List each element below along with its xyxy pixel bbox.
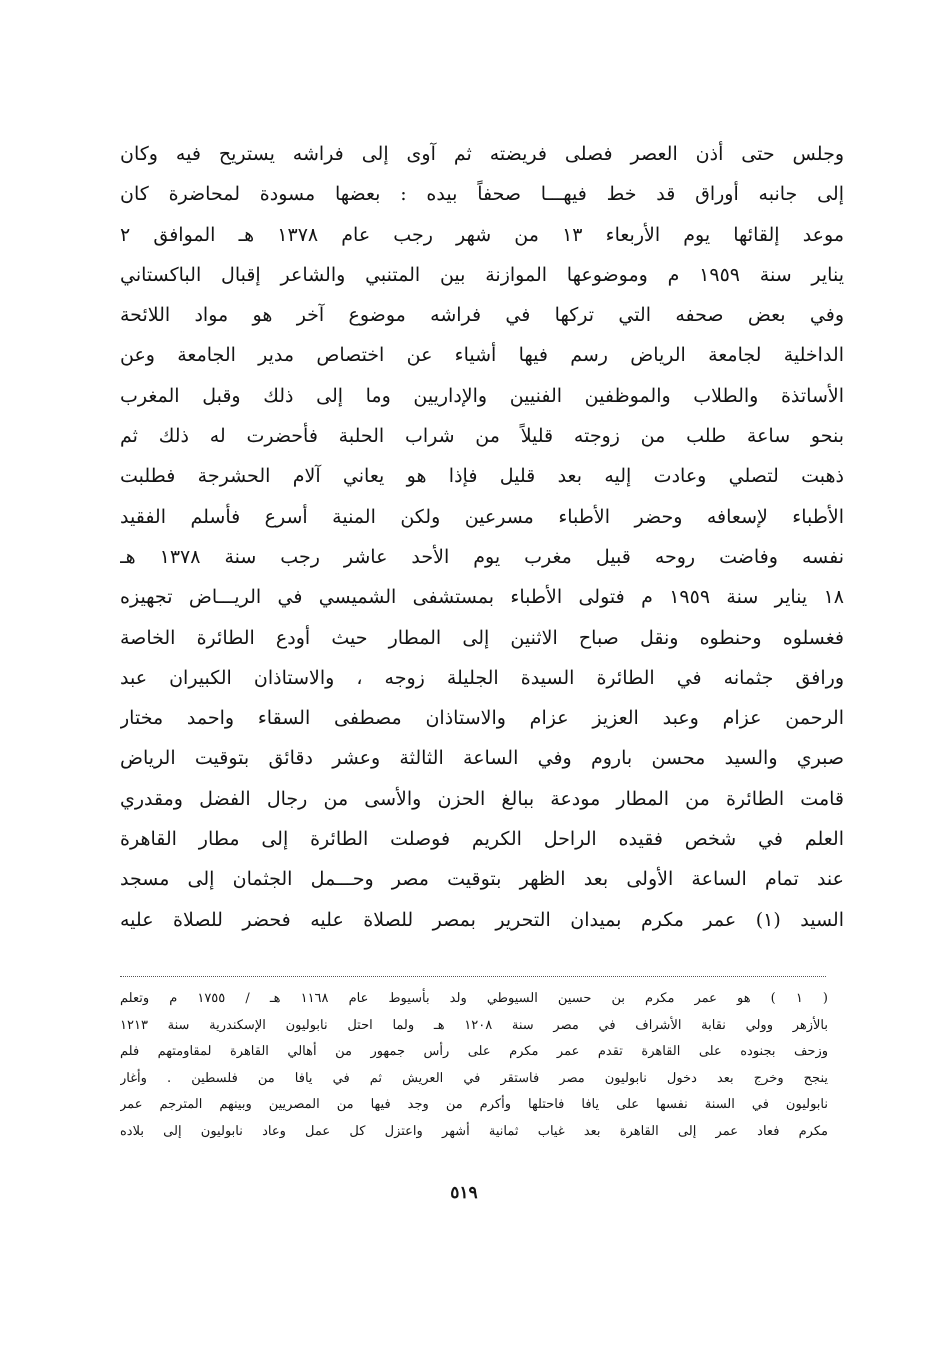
text-line: الأساتذة والطلاب والموظفين الفنيين والإداريين وما إلى ذلك وقبل المغرب	[120, 384, 844, 407]
page-number: ٥١٩	[450, 1183, 478, 1203]
text-line: السيد (١) عمر مكرم بميدان التحرير بمصر للصلاة عليه فحضر للصلاة عليه	[120, 908, 844, 931]
text-line: ١٨ يناير سنة ١٩٥٩ م فتولى الأطباء بمستشفى الشميسي في الريـــاض تجهيزه	[120, 586, 844, 609]
text-line: موعد إلقائها يوم الأربعاء ١٣ من شهر رجب عام ١٣٧٨ هـ الموافق ٢	[120, 223, 844, 246]
footnotes	[120, 986, 828, 1145]
footnote-line: وزحف بجنوده على القاهرة تقدم عمر مكرم على رأس جمهور من أهالي القاهرة لمقاومتهم فلم	[120, 1044, 828, 1059]
main-text	[120, 134, 844, 940]
text-line: وجلس حتى أذن العصر فصلى فريضته ثم آوى إلى فراشه يستريح فيه وكان	[120, 143, 844, 165]
text-line: ورافق جثمانه في الطائرة السيدة الجليلة زوجه ، والاستاذان الكبيران عبد	[120, 666, 844, 689]
footnote-line: بالأزهر وولي نقابة الأشراف في مصر سنة ١٢٠٨ هـ ولما احتل نابوليون الإسكندرية سنة ١٢١٣	[120, 1017, 828, 1033]
text-line: بنحو ساعة طلب من زوجته قليلاً من شراب الحلبة فأحضرت له ذلك ثم	[120, 425, 844, 448]
text-line: صبري والسيد محسن باروم وفي الساعة الثالثة وعشر دقائق بتوقيت الرياض	[120, 747, 844, 770]
footnote-line: نابوليون في السنة نفسها على يافا فاحتلها وأكرم من وجد فيها من المصريين وبينهم المترجم عمر	[120, 1097, 828, 1112]
text-line: فغسلوه وحنطوه ونقل صباح الاثنين إلى المطار حيث أودع الطائرة الخاصة	[120, 626, 844, 649]
footnote-line: ( ١ ) هو عمر مكرم بن حسين السيوطي ولد بأسيوط عام ١١٦٨ هـ / ١٧٥٥ م وتعلم	[120, 991, 828, 1006]
text-line: الرحمن عزام وعبد العزيز عزام والاستاذان مصطفى السقاء واحمد مختار	[120, 707, 844, 730]
text-line: يناير سنة ١٩٥٩ م وموضوعها الموازنة بين المتنبي والشاعر إقبال الباكستاني	[120, 263, 844, 286]
text-line: العلم في شخص فقيده الراحل الكريم فوصلت الطائرة إلى مطار القاهرة	[120, 828, 844, 851]
text-line: نفسه وفاضت روحه قبيل مغرب يوم الأحد عاشر رجب سنة ١٣٧٨ هـ	[120, 545, 844, 568]
footnote-line: مكرم فعاد عمر إلى القاهرة بعد غياب ثمانية أشهر واعتزل كل عمل وعاد نابوليون إلى بلاده	[120, 1123, 828, 1139]
text-line: الداخلية لجامعة الرياض رسم فيها أشياء عن اختصاص مدير الجامعة وعن	[120, 344, 844, 367]
footnote-divider	[120, 976, 826, 977]
text-line: عند تمام الساعة الأولى بعد الظهر بتوقيت مصر وحـــمل الجثمان إلى مسجد	[120, 868, 844, 891]
footnote-line: ينجح وخرج بعد دخول نابوليون مصر فاستقر في العريش ثم في يافا من فلسطين . وأغار	[120, 1070, 828, 1086]
text-line: إلى جانبه أوراق قد خط فيهـــا صحفاً بيده : بعضها مسودة لمحاضرة كان	[120, 183, 844, 206]
text-line: وفي بعض صحفه التي تركها في فراشه موضوع آخر هو مواد اللائحة	[120, 304, 844, 327]
text-line: قامت الطائرة من المطار مودعة ببالغ الحزن والأسى من رجال الفضل ومقدري	[120, 787, 844, 810]
text-line: ذهبت لتصلي وعادت إليه بعد قليل فإذا هو يعاني آلام الحشرجة فطلبت	[120, 465, 844, 488]
text-line: الأطباء لإسعافه وحضر الأطباء مسرعين ولكن المنية أسرع فأسلم الفقيد	[120, 505, 844, 528]
